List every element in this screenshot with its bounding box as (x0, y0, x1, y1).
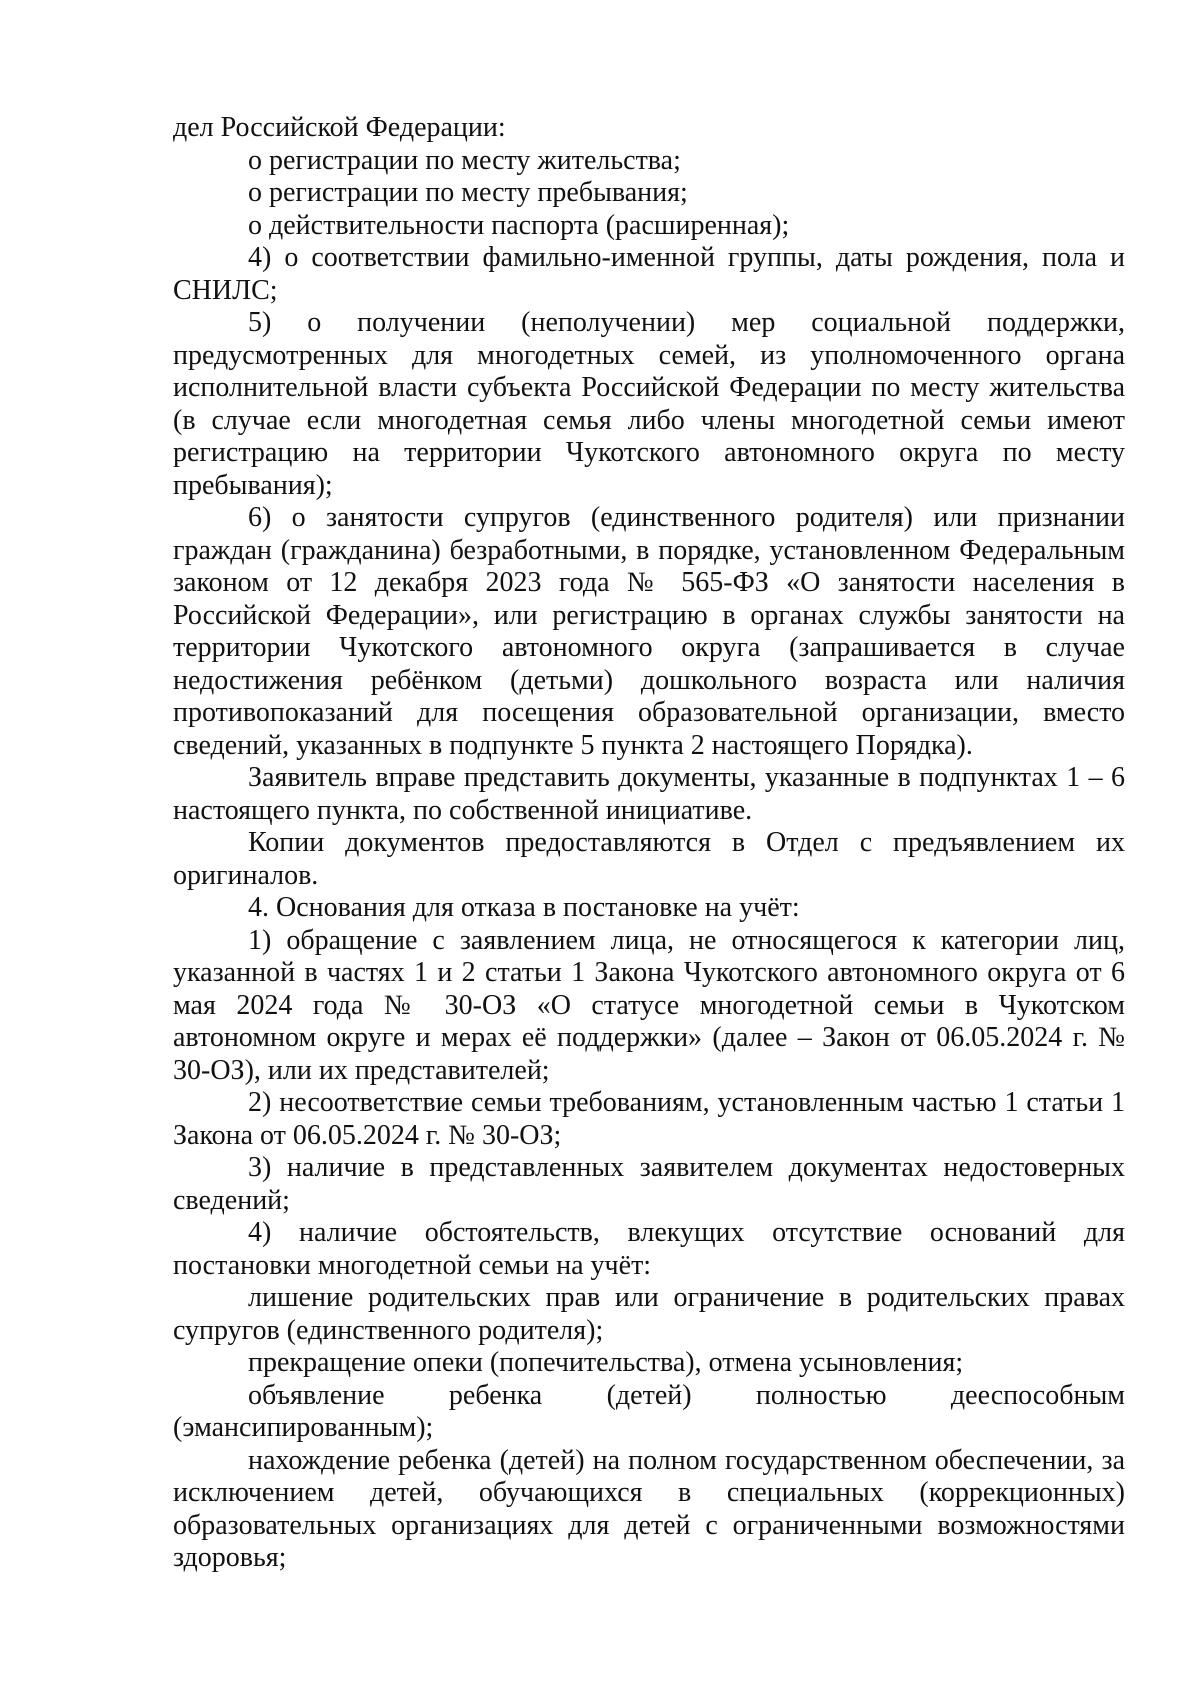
paragraph-refusal-3: 3) наличие в представленных заявителем документах недостоверных сведений; (173, 1152, 1125, 1216)
paragraph-guardianship: прекращение опеки (попечительства), отмена усыновления; (248, 1347, 964, 1378)
paragraph-item-6-employment: 6) о занятости супругов (единственного родителя) или признании граждан (гражданина) безработными, в порядке, установленном Федеральным законом от 12 декабря 2023 года № 565-ФЗ «О занятости населения в Российской Федерации», или регистрацию в органах службы занятости на территории Чукотского автономного округа (запрашивается в случае недостижения ребёнком (детьми) дошкольного возраста или наличия противопоказаний для посещения образовательной организации, вместо сведений, указанных в подпункте 5 пункта 2 настоящего Порядка). (173, 502, 1125, 761)
paragraph-state-support: нахождение ребенка (детей) на полном государственном обеспечении, за исключением детей, обучающихся в специальных (коррекционных) образовательных организациях для детей с ограниченными возможностями здоровья; (173, 1444, 1125, 1573)
paragraph-emancipation: объявление ребенка (детей) полностью дееспособным (эмансипированным); (173, 1379, 1125, 1443)
paragraph-refusal-2: 2) несоответствие семьи требованиям, установленным частью 1 статьи 1 Закона от 06.05.2024 г. № 30-ОЗ; (173, 1087, 1125, 1151)
paragraph-continuation: дел Российской Федерации: (173, 112, 506, 143)
paragraph-applicant-right: Заявитель вправе представить документы, указанные в подпунктах 1 – 6 настоящего пункта, по собственной инициативе. (173, 762, 1125, 826)
paragraph-item-5-support: 5) о получении (неполучении) мер социальной поддержки, предусмотренных для многодетных семей, из уполномоченного органа исполнительной власти субъекта Российской Федерации по месту жительства (в случае если многодетная семья либо члены многодетной семьи имеют регистрацию на территории Чукотского автономного округа по месту пребывания); (173, 307, 1125, 501)
paragraph-registration-stay: о регистрации по месту пребывания; (248, 177, 688, 208)
paragraph-registration-residence: о регистрации по месту жительства; (248, 144, 681, 176)
paragraph-refusal-4: 4) наличие обстоятельств, влекущих отсутствие оснований для постановки многодетной семьи на учёт: (173, 1217, 1125, 1281)
paragraph-item-4-snils: 4) о соответствии фамильно-именной группы, даты рождения, пола и СНИЛС; (173, 242, 1125, 306)
paragraph-parental-rights: лишение родительских прав или ограничение в родительских правах супругов (единственного родителя); (173, 1282, 1125, 1346)
paragraph-refusal-1: 1) обращение с заявлением лица, не относящегося к категории лиц, указанной в частях 1 и 2 статьи 1 Закона Чукотского автономного округа от 6 мая 2024 года № 30-ОЗ «О статусе многодетной семьи в Чукотском автономном округе и мерах её поддержки» (далее – Закон от 06.05.2024 г. № 30-ОЗ), или их представителей; (173, 924, 1125, 1086)
paragraph-section-4-heading: 4. Основания для отказа в постановке на учёт: (248, 892, 800, 923)
paragraph-document-copies: Копии документов предоставляются в Отдел с предъявлением их оригиналов. (173, 827, 1125, 891)
document-body (173, 112, 1125, 1575)
paragraph-passport-validity: о действительности паспорта (расширенная); (248, 209, 790, 241)
